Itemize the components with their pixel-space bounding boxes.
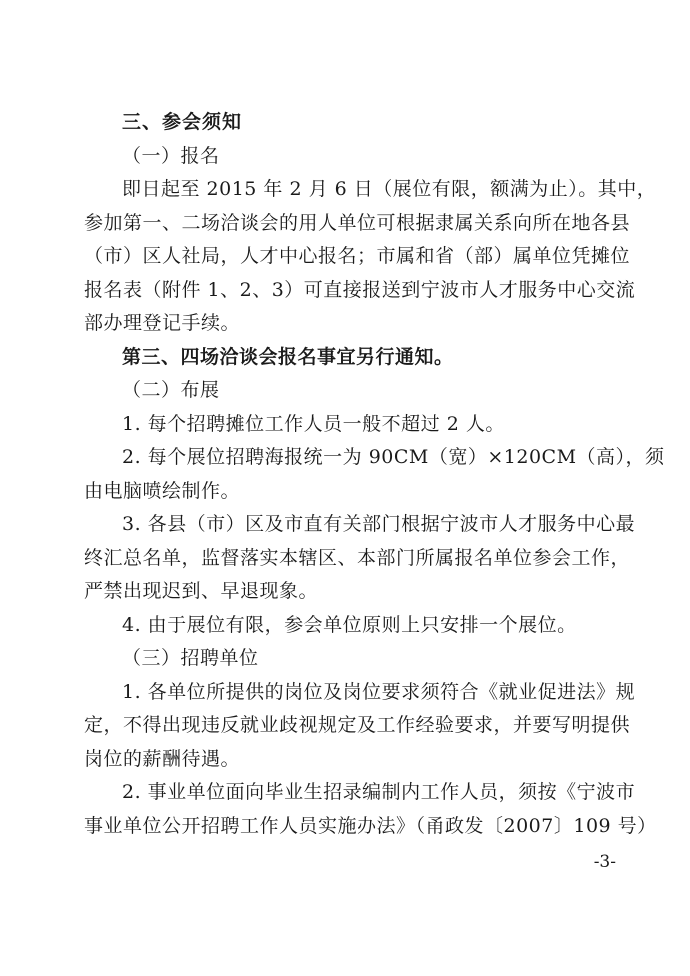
paragraph-line: 终汇总名单，监督落实本辖区、本部门所属报名单位参会工作， (84, 546, 631, 569)
page-number: -3- (593, 852, 616, 872)
subsection-heading-setup: （二）布展 (122, 379, 220, 401)
paragraph-line: 岗位的薪酬待遇。 (84, 747, 241, 770)
paragraph-line: 部办理登记手续。 (84, 312, 241, 334)
paragraph-line: 1. 每个招聘摊位工作人员一般不超过 2 人。 (122, 412, 505, 435)
paragraph-line: 1. 各单位所提供的岗位及岗位要求须符合《就业促进法》规 (122, 680, 636, 703)
paragraph-line: 定，不得出现违反就业歧视规定及工作经验要求，并要写明提供 (84, 714, 631, 736)
paragraph-line: 2. 每个展位招聘海报统一为 90CM（宽）×120CM（高），须 (122, 446, 665, 468)
subsection-heading-employers: （三）招聘单位 (122, 647, 259, 669)
paragraph-line: 事业单位公开招聘工作人员实施办法》（甬政发〔2007〕109 号） (84, 814, 657, 837)
paragraph-line: 2. 事业单位面向毕业生招录编制内工作人员，须按《宁波市 (122, 781, 636, 803)
bold-notice-line: 第三、四场洽谈会报名事宜另行通知。 (122, 345, 454, 368)
document-body (84, 106, 665, 843)
paragraph-line: （市）区人社局，人才中心报名；市属和省（部）属单位凭摊位 (84, 245, 631, 267)
paragraph-line: 由电脑喷绘制作。 (84, 479, 241, 502)
paragraph-line: 即日起至 2015 年 2 月 6 日（展位有限，额满为止）。其中， (122, 178, 657, 200)
paragraph-line: 严禁出现迟到、早退现象。 (84, 580, 319, 602)
paragraph-line: 3. 各县（市）区及市直有关部门根据宁波市人才服务中心最 (122, 513, 636, 535)
paragraph-line: 参加第一、二场洽谈会的用人单位可根据隶属关系向所在地各县 (84, 211, 631, 234)
subsection-heading-registration: （一）报名 (122, 144, 220, 167)
section-heading: 三、参会须知 (122, 111, 243, 133)
paragraph-line: 4. 由于展位有限，参会单位原则上只安排一个展位。 (122, 613, 577, 636)
paragraph-line: 报名表（附件 1、2、3）可直接报送到宁波市人才服务中心交流 (84, 278, 636, 301)
